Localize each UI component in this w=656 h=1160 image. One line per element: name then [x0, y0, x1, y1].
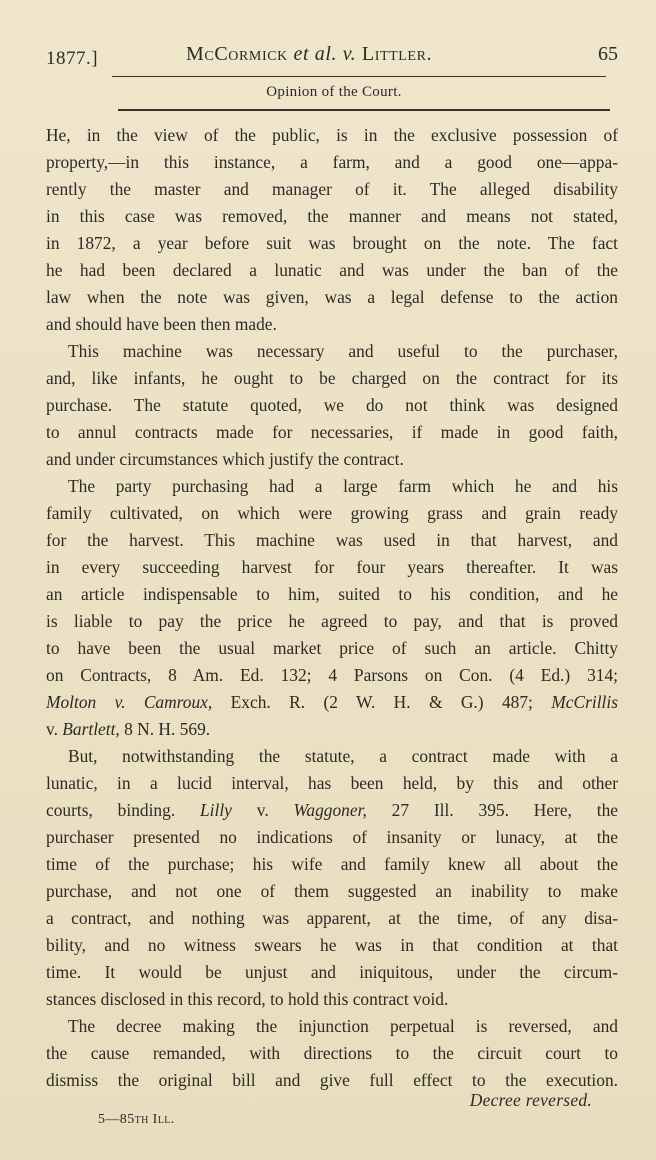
text-line: in this case was removed, the manner and means not stated,	[46, 206, 618, 226]
text-line: This machine was necessary and useful to the purchaser,	[68, 341, 618, 361]
citation-reporter: Exch. R. (2 W. H. & G.) 487;	[230, 692, 533, 712]
text-line: stances disclosed in this record, to hold this contract void.	[46, 989, 449, 1009]
text-line: dismiss the original bill and give full effect to the execution.	[46, 1070, 618, 1090]
text-line: property,—in this instance, a farm, and a good one—appa-	[46, 152, 618, 172]
citation-line	[46, 689, 618, 716]
text-line: lunatic, in a lucid interval, has been held, by this and other	[46, 773, 618, 793]
header-rule	[112, 76, 606, 77]
text-line: and should have been then made.	[46, 314, 277, 334]
lilly-versus: v.	[256, 800, 269, 820]
text-line: purchase, and not one of them suggested an inability to make	[46, 881, 618, 901]
header-case-title	[186, 43, 432, 66]
text-line: purchase. The statute quoted, we do not think was designed	[46, 395, 618, 415]
lilly-rest: 27 Ill. 395. Here, the	[391, 800, 618, 820]
text-line: and under circumstances which justify the contract.	[46, 449, 404, 469]
text-line: But, notwithstanding the statute, a contract made with a	[68, 746, 618, 766]
header-year: 1877.]	[46, 48, 99, 69]
page-number: 65	[598, 43, 618, 65]
text-line: bility, and no witness swears he was in that condition at that	[46, 935, 618, 955]
section-subhead: Opinion of the Court.	[266, 84, 402, 100]
citation-reporter-2: 8 N. H. 569.	[124, 719, 211, 739]
opinion-body	[46, 122, 618, 1094]
running-header	[46, 40, 622, 70]
text-line: in every succeeding harvest for four years thereafter. It was	[46, 557, 618, 577]
header-party1: McCormick	[186, 43, 288, 65]
text-line: and, like infants, he ought to be charged on the contract for its	[46, 368, 618, 388]
case-citation-waggoner: Waggoner,	[293, 800, 367, 820]
text-line: he had been declared a lunatic and was under the ban of the	[46, 260, 618, 280]
subhead-rule	[118, 109, 610, 111]
text-line: rently the master and manager of it. The alleged disability	[46, 179, 618, 199]
text-line: an article indispensable to him, suited to his condition, and he	[46, 584, 618, 604]
text-line: The decree making the injunction perpetual is reversed, and	[68, 1016, 618, 1036]
citation-line-2	[46, 716, 618, 743]
case-citation-molton: Molton v. Camroux,	[46, 692, 213, 712]
text-line: for the harvest. This machine was used in that harvest, and	[46, 530, 618, 550]
lilly-citation-line	[46, 797, 618, 824]
text-line: time. It would be unjust and iniquitous, under the circum-	[46, 962, 618, 982]
citation-versus: v.	[46, 719, 58, 739]
case-citation-bartlett: Bartlett,	[62, 719, 120, 739]
text-line: in 1872, a year before suit was brought on the note. The fact	[46, 233, 618, 253]
text-line: purchaser presented no indications of insanity or lunacy, at the	[46, 827, 618, 847]
signature-mark	[98, 1112, 175, 1128]
decree-reversed: Decree reversed.	[469, 1090, 592, 1110]
header-versus: v.	[342, 43, 357, 65]
header-et-al: et al.	[293, 43, 338, 65]
signature-mark-text: 5—85th Ill.	[98, 1112, 175, 1127]
text-line: the cause remanded, with directions to the circuit court to	[46, 1043, 618, 1063]
header-party2: Littler.	[361, 43, 433, 65]
text-line: time of the purchase; his wife and family knew all about the	[46, 854, 618, 874]
text-line: The party purchasing had a large farm which he and his	[68, 476, 618, 496]
text-line: a contract, and nothing was apparent, at the time, of any disa-	[46, 908, 618, 928]
text-line: on Contracts, 8 Am. Ed. 132; 4 Parsons on Con. (4 Ed.) 314;	[46, 665, 618, 685]
text-line: to annul contracts made for necessaries, if made in good faith,	[46, 422, 618, 442]
text-line: He, in the view of the public, is in the exclusive possession of	[46, 125, 618, 145]
text-line: family cultivated, on which were growing grass and grain ready	[46, 503, 618, 523]
case-citation-lilly: Lilly	[200, 800, 232, 820]
text-line: law when the note was given, was a legal defense to the action	[46, 287, 618, 307]
text-line: to have been the usual market price of such an article. Chitty	[46, 638, 618, 658]
text-line: is liable to pay the price he agreed to pay, and that is proved	[46, 611, 618, 631]
lilly-pre: courts, binding.	[46, 800, 176, 820]
case-citation-mccrillis: McCrillis	[551, 692, 618, 712]
